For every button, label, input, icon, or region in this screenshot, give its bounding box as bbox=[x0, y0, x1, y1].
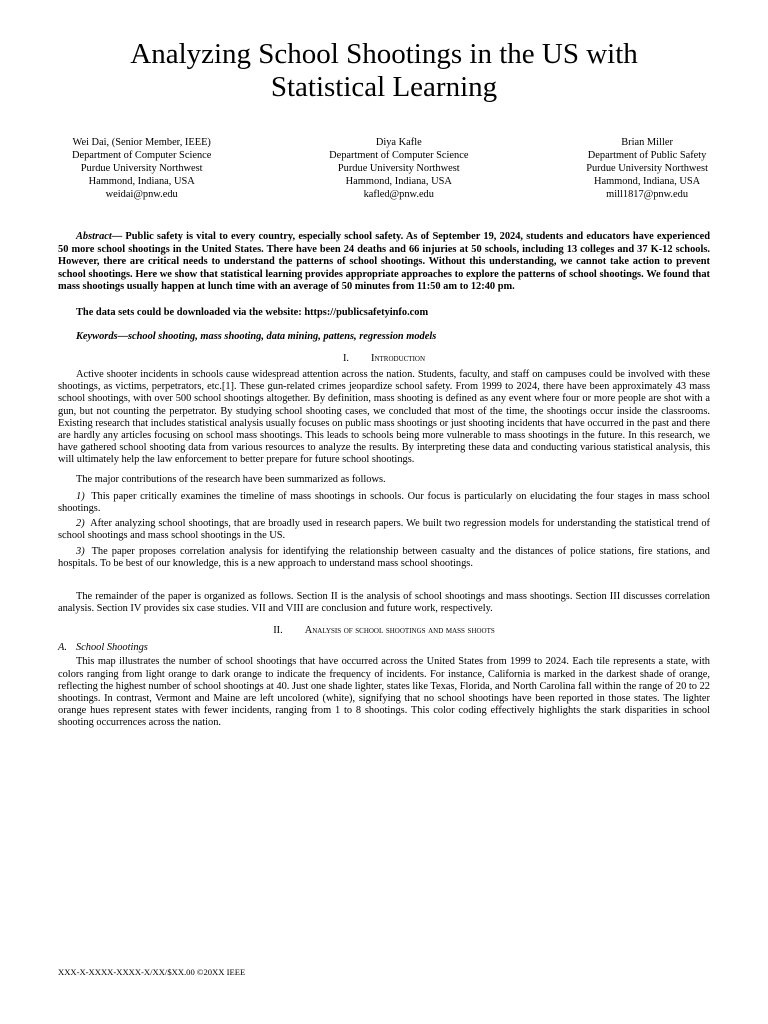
author-3 bbox=[586, 136, 708, 201]
author-email[interactable]: mill1817@pnw.edu bbox=[606, 189, 689, 200]
author-org: Purdue University Northwest bbox=[80, 163, 203, 174]
contribution-item-2 bbox=[58, 518, 710, 542]
contribution-item-1 bbox=[58, 491, 710, 515]
paper-page bbox=[58, 0, 710, 730]
author-2 bbox=[329, 136, 468, 201]
keywords-text: school shooting, mass shooting, data mining, pattens, regression models bbox=[127, 330, 437, 342]
item-number: 3) bbox=[76, 545, 85, 557]
paper-title bbox=[58, 38, 710, 104]
author-org: Purdue University Northwest bbox=[586, 163, 708, 174]
subsection-heading bbox=[58, 641, 710, 654]
abstract-label: Abstract bbox=[76, 231, 112, 242]
abstract-dash: — bbox=[111, 231, 123, 242]
keywords-dash: — bbox=[117, 330, 128, 342]
author-city: Hammond, Indiana, USA bbox=[345, 176, 452, 187]
item-text: This paper critically examines the timeline of mass shootings in schools. Our focus is particularly on elucidating the four stages in mass school shootings. bbox=[58, 490, 710, 514]
title-line-1: Analyzing School Shootings in the US with bbox=[130, 38, 638, 70]
intro-paragraph-2: The major contributions of the research have been summarized as follows. bbox=[76, 473, 386, 485]
author-name: Brian Miller bbox=[621, 137, 673, 148]
author-dept: Department of Computer Science bbox=[72, 150, 212, 161]
section-heading-analysis bbox=[58, 624, 710, 637]
item-text: After analyzing school shootings, that are broadly used in research papers. We built two regression models for understanding the statistical trend of school shootings and mass school shootings in the US. bbox=[58, 518, 710, 542]
item-number: 1) bbox=[76, 490, 85, 502]
copyright-footer: XXX-X-XXXX-XXXX-X/XX/$XX.00 ©20XX IEEE bbox=[58, 967, 246, 977]
intro-paragraph-1: Active shooter incidents in schools cause widespread attention across the nation. Students, faculty, and staff on campuses could be involved with these shootings, as victims, perpetrators, etc.[1]. These gun-related crimes jeopardize school safety. From 1999 to 2024, there have been approximately 43 mass school shootings, with over 500 school shootings altogether. By definition, mass shooting is defined as any event where four or more people are shot with a gun, but not counting the perpetrator. By studying school shooting cases, we concluded that most of the time, the shootings occur inside the classrooms. Existing research that includes statistical analysis usually focuses on public mass shootings or just shooting incidents that have occurred in the past and there are hardly any articles focusing on school mass shootings. This leads to schools being more vulnerable to mass shootings in the future. In this research, we have gathered school shooting data from various resources to analyze the results. By interpreting these data and conducting various statistical analysis, this will ultimately help the law enforcement to better prepare for future school shootings. bbox=[58, 368, 710, 466]
author-email[interactable]: weidai@pnw.edu bbox=[105, 189, 178, 200]
subsection-number: A. bbox=[58, 642, 67, 654]
keywords bbox=[58, 330, 710, 343]
section-number: I. bbox=[342, 352, 350, 364]
item-text: The paper proposes correlation analysis for identifying the relationship between casualty and the distances of police stations, fire stations, and hospitals. To be best of our knowledge, this is a new approach to understand mass school shootings. bbox=[58, 545, 710, 569]
author-1 bbox=[72, 136, 211, 201]
section-title: Analysis of school shootings and mass shoots bbox=[304, 625, 495, 637]
analysis-paragraph-1: This map illustrates the number of school shootings that have occurred across the United States from 1999 to 2024. Each tile represents a state, with colors ranging from light orange to dark orange to indicate the frequency of incidents. For instance, California is marked in the darkest shade of orange, reflecting the highest number of school shootings at 40. Just one shade lighter, states like Texas, Florida, and North Carolina fall within the range of 20 to 22 shootings. In contrast, Vermont and Maine are left uncolored (white), signifying that no school shootings have been reported in those states. The lighter orange hues represent states with fewer incidents, ranging from 1 to 8 shootings. This color coding effectively highlights the stark disparities in school shooting occurrences across the nation. bbox=[58, 656, 710, 729]
section-title: Introduction bbox=[371, 352, 426, 364]
section-heading-introduction bbox=[58, 352, 710, 365]
keywords-label: Keywords bbox=[76, 330, 118, 342]
intro-paragraph-3: The remainder of the paper is organized as follows. Section II is the analysis of school shootings and mass shootings. Section III discusses correlation analysis. Section IV provides six case studies. VII and VIII are conclusion and future work, respectively. bbox=[58, 591, 710, 615]
author-dept: Department of Computer Science bbox=[329, 150, 469, 161]
author-city: Hammond, Indiana, USA bbox=[88, 176, 195, 187]
dataset-note: The data sets could be downloaded via the website: https://publicsafetyinfo.com bbox=[76, 306, 429, 318]
subsection-title: School Shootings bbox=[75, 642, 148, 654]
author-city: Hammond, Indiana, USA bbox=[593, 176, 701, 187]
abstract-text: Public safety is vital to every country, especially school safety. As of September 19, 2024, students and educators have experienced 50 more school shootings in the United States. There have been 24 deaths and 66 injuries at 50 schools, including 13 colleges and 37 K-12 schools. However, there are critical needs to understand the patterns of school shootings. Without this understanding, we cannot take action to prevent school shootings. Here we show that statistical learning provides appropriate approaches to explore the patterns of school shootings. We found that mass shootings usually happen at lunch time with an average of 50 minutes from 11:50 am to 12:40 pm. bbox=[58, 231, 710, 293]
author-name: Wei Dai, (Senior Member, IEEE) bbox=[72, 137, 211, 148]
title-line-2: Statistical Learning bbox=[270, 71, 498, 103]
abstract bbox=[58, 231, 710, 294]
contribution-item-3 bbox=[58, 546, 710, 570]
author-name: Diya Kafle bbox=[375, 137, 422, 148]
author-block bbox=[58, 136, 710, 201]
author-email[interactable]: kafled@pnw.edu bbox=[363, 189, 434, 200]
author-org: Purdue University Northwest bbox=[337, 163, 460, 174]
section-number: II. bbox=[273, 625, 283, 637]
item-number: 2) bbox=[76, 518, 85, 530]
author-dept: Department of Public Safety bbox=[587, 150, 707, 161]
